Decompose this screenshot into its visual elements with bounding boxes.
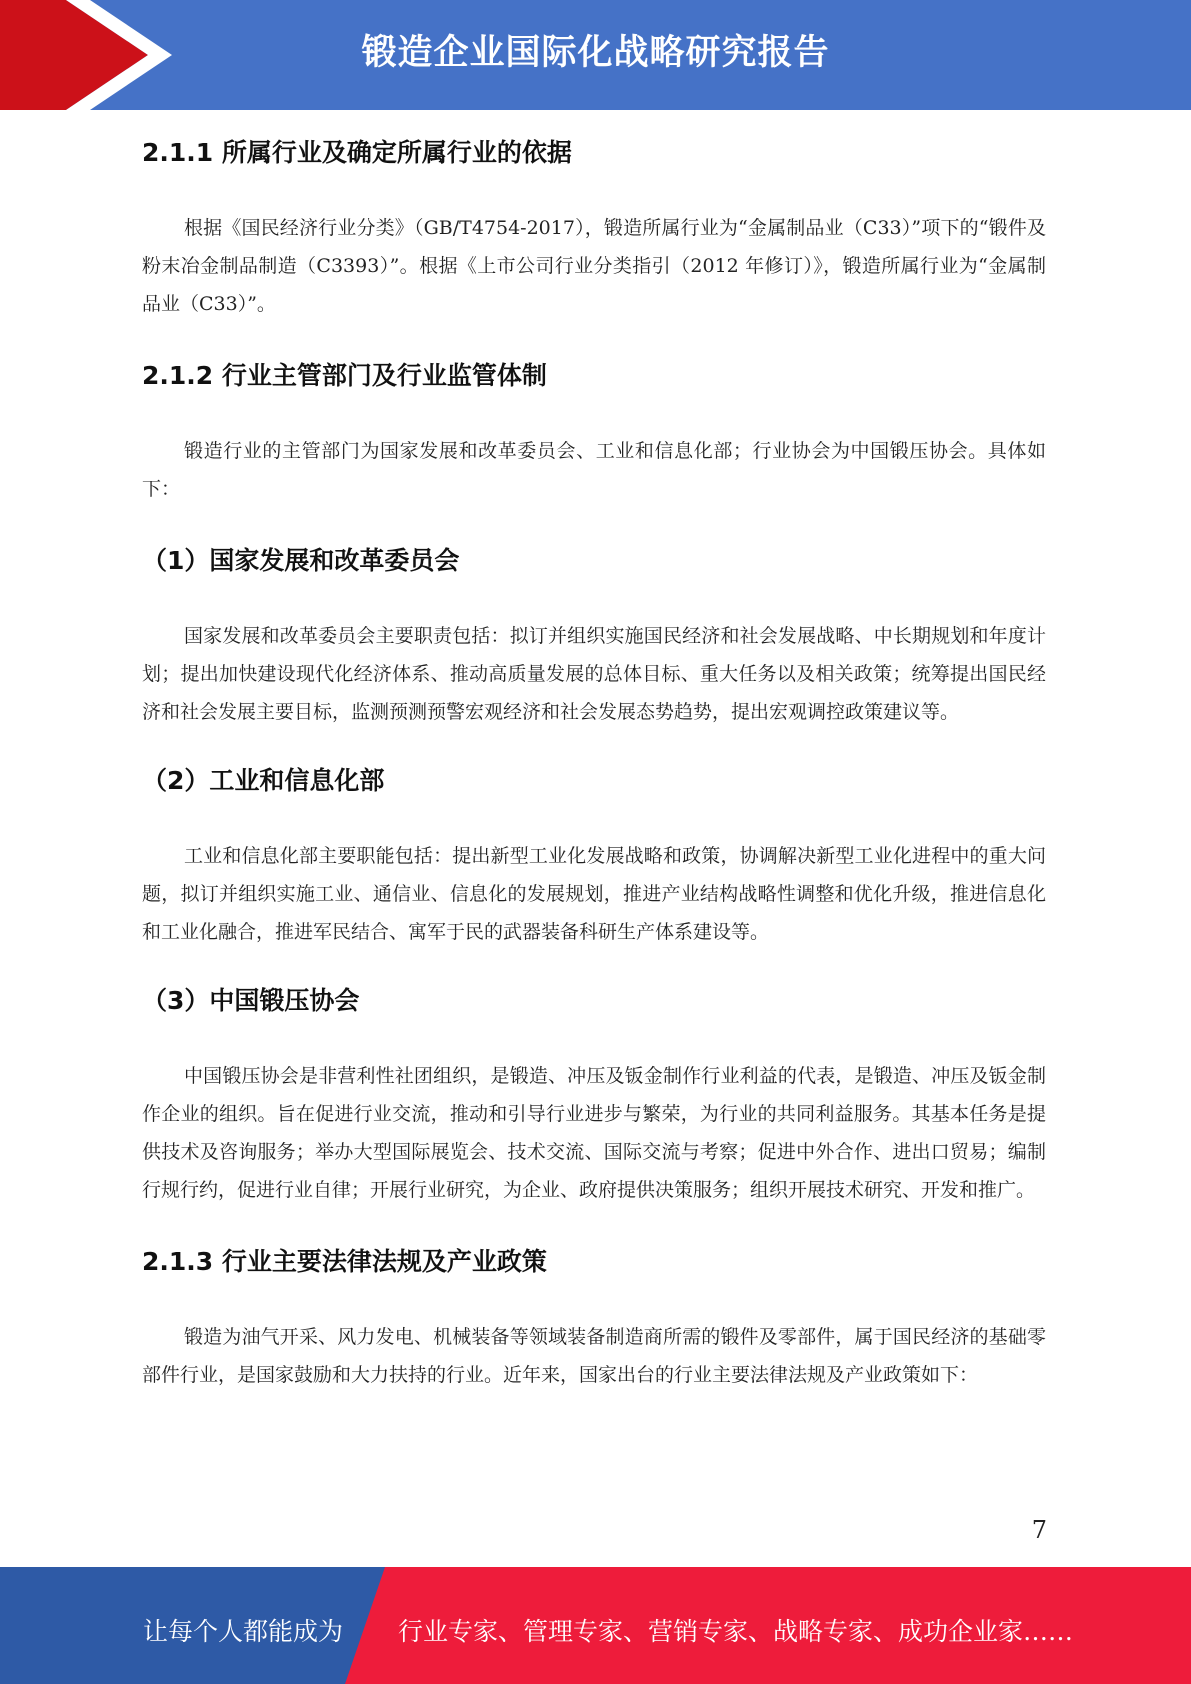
subsection-heading-forging-association: （3）中国锻压协会	[142, 986, 360, 1015]
footer-slogan-roles: 行业专家、管理专家、营销专家、战略专家、成功企业家……	[398, 1617, 1074, 1646]
section-paragraph-2-1-3: 锻造为油气开采、风力发电、机械装备等领域装备制造商所需的锻件及零部件，属于国民经济的基础零部件行业，是国家鼓励和大力扶持的行业。近年来，国家出台的行业主要法律法规及产业政策如下：	[142, 1326, 1046, 1386]
subsection-heading-ndrc: （1）国家发展和改革委员会	[142, 546, 460, 575]
section-heading-2-1-3: 2.1.3 行业主要法律法规及产业政策	[142, 1247, 547, 1276]
section-heading-2-1-2: 2.1.2 行业主管部门及行业监管体制	[142, 361, 547, 390]
report-title: 锻造企业国际化战略研究报告	[361, 33, 830, 73]
section-paragraph-2-1-1: 根据《国民经济行业分类》（GB/T4754-2017），锻造所属行业为“金属制品业（C33）”项下的“锻件及粉末冶金制品制造（C3393）”。根据《上市公司行业分类指引（2012 年修订）》，锻造所属行业为“金属制品业（C33）”。	[142, 217, 1046, 315]
page-number: 7	[1031, 1516, 1047, 1544]
footer-slogan-lead: 让每个人都能成为	[143, 1617, 344, 1646]
document-body	[142, 128, 1046, 1394]
subsection-heading-miit: （2）工业和信息化部	[142, 766, 385, 795]
subsection-paragraph-forging-association: 中国锻压协会是非营利性社团组织，是锻造、冲压及钣金制作行业利益的代表，是锻造、冲压及钣金制作企业的组织。旨在促进行业交流，推动和引导行业进步与繁荣，为行业的共同利益服务。其基本任务是提供技术及咨询服务；举办大型国际展览会、技术交流、国际交流与考察；促进中外合作、进出口贸易；编制行规行约，促进行业自律；开展行业研究，为企业、政府提供决策服务；组织开展技术研究、开发和推广。	[142, 1065, 1046, 1201]
subsection-paragraph-ndrc: 国家发展和改革委员会主要职责包括：拟订并组织实施国民经济和社会发展战略、中长期规划和年度计划；提出加快建设现代化经济体系、推动高质量发展的总体目标、重大任务以及相关政策；统筹提出国民经济和社会发展主要目标，监测预测预警宏观经济和社会发展态势趋势，提出宏观调控政策建议等。	[142, 625, 1046, 723]
header-banner	[0, 0, 1191, 110]
section-heading-2-1-1: 2.1.1 所属行业及确定所属行业的依据	[142, 138, 572, 167]
subsection-paragraph-miit: 工业和信息化部主要职能包括：提出新型工业化发展战略和政策，协调解决新型工业化进程中的重大问题，拟订并组织实施工业、通信业、信息化的发展规划，推进产业结构战略性调整和优化升级，推进信息化和工业化融合，推进军民结合、寓军于民的武器装备科研生产体系建设等。	[142, 845, 1046, 943]
section-paragraph-2-1-2: 锻造行业的主管部门为国家发展和改革委员会、工业和信息化部；行业协会为中国锻压协会。具体如下：	[142, 440, 1046, 500]
